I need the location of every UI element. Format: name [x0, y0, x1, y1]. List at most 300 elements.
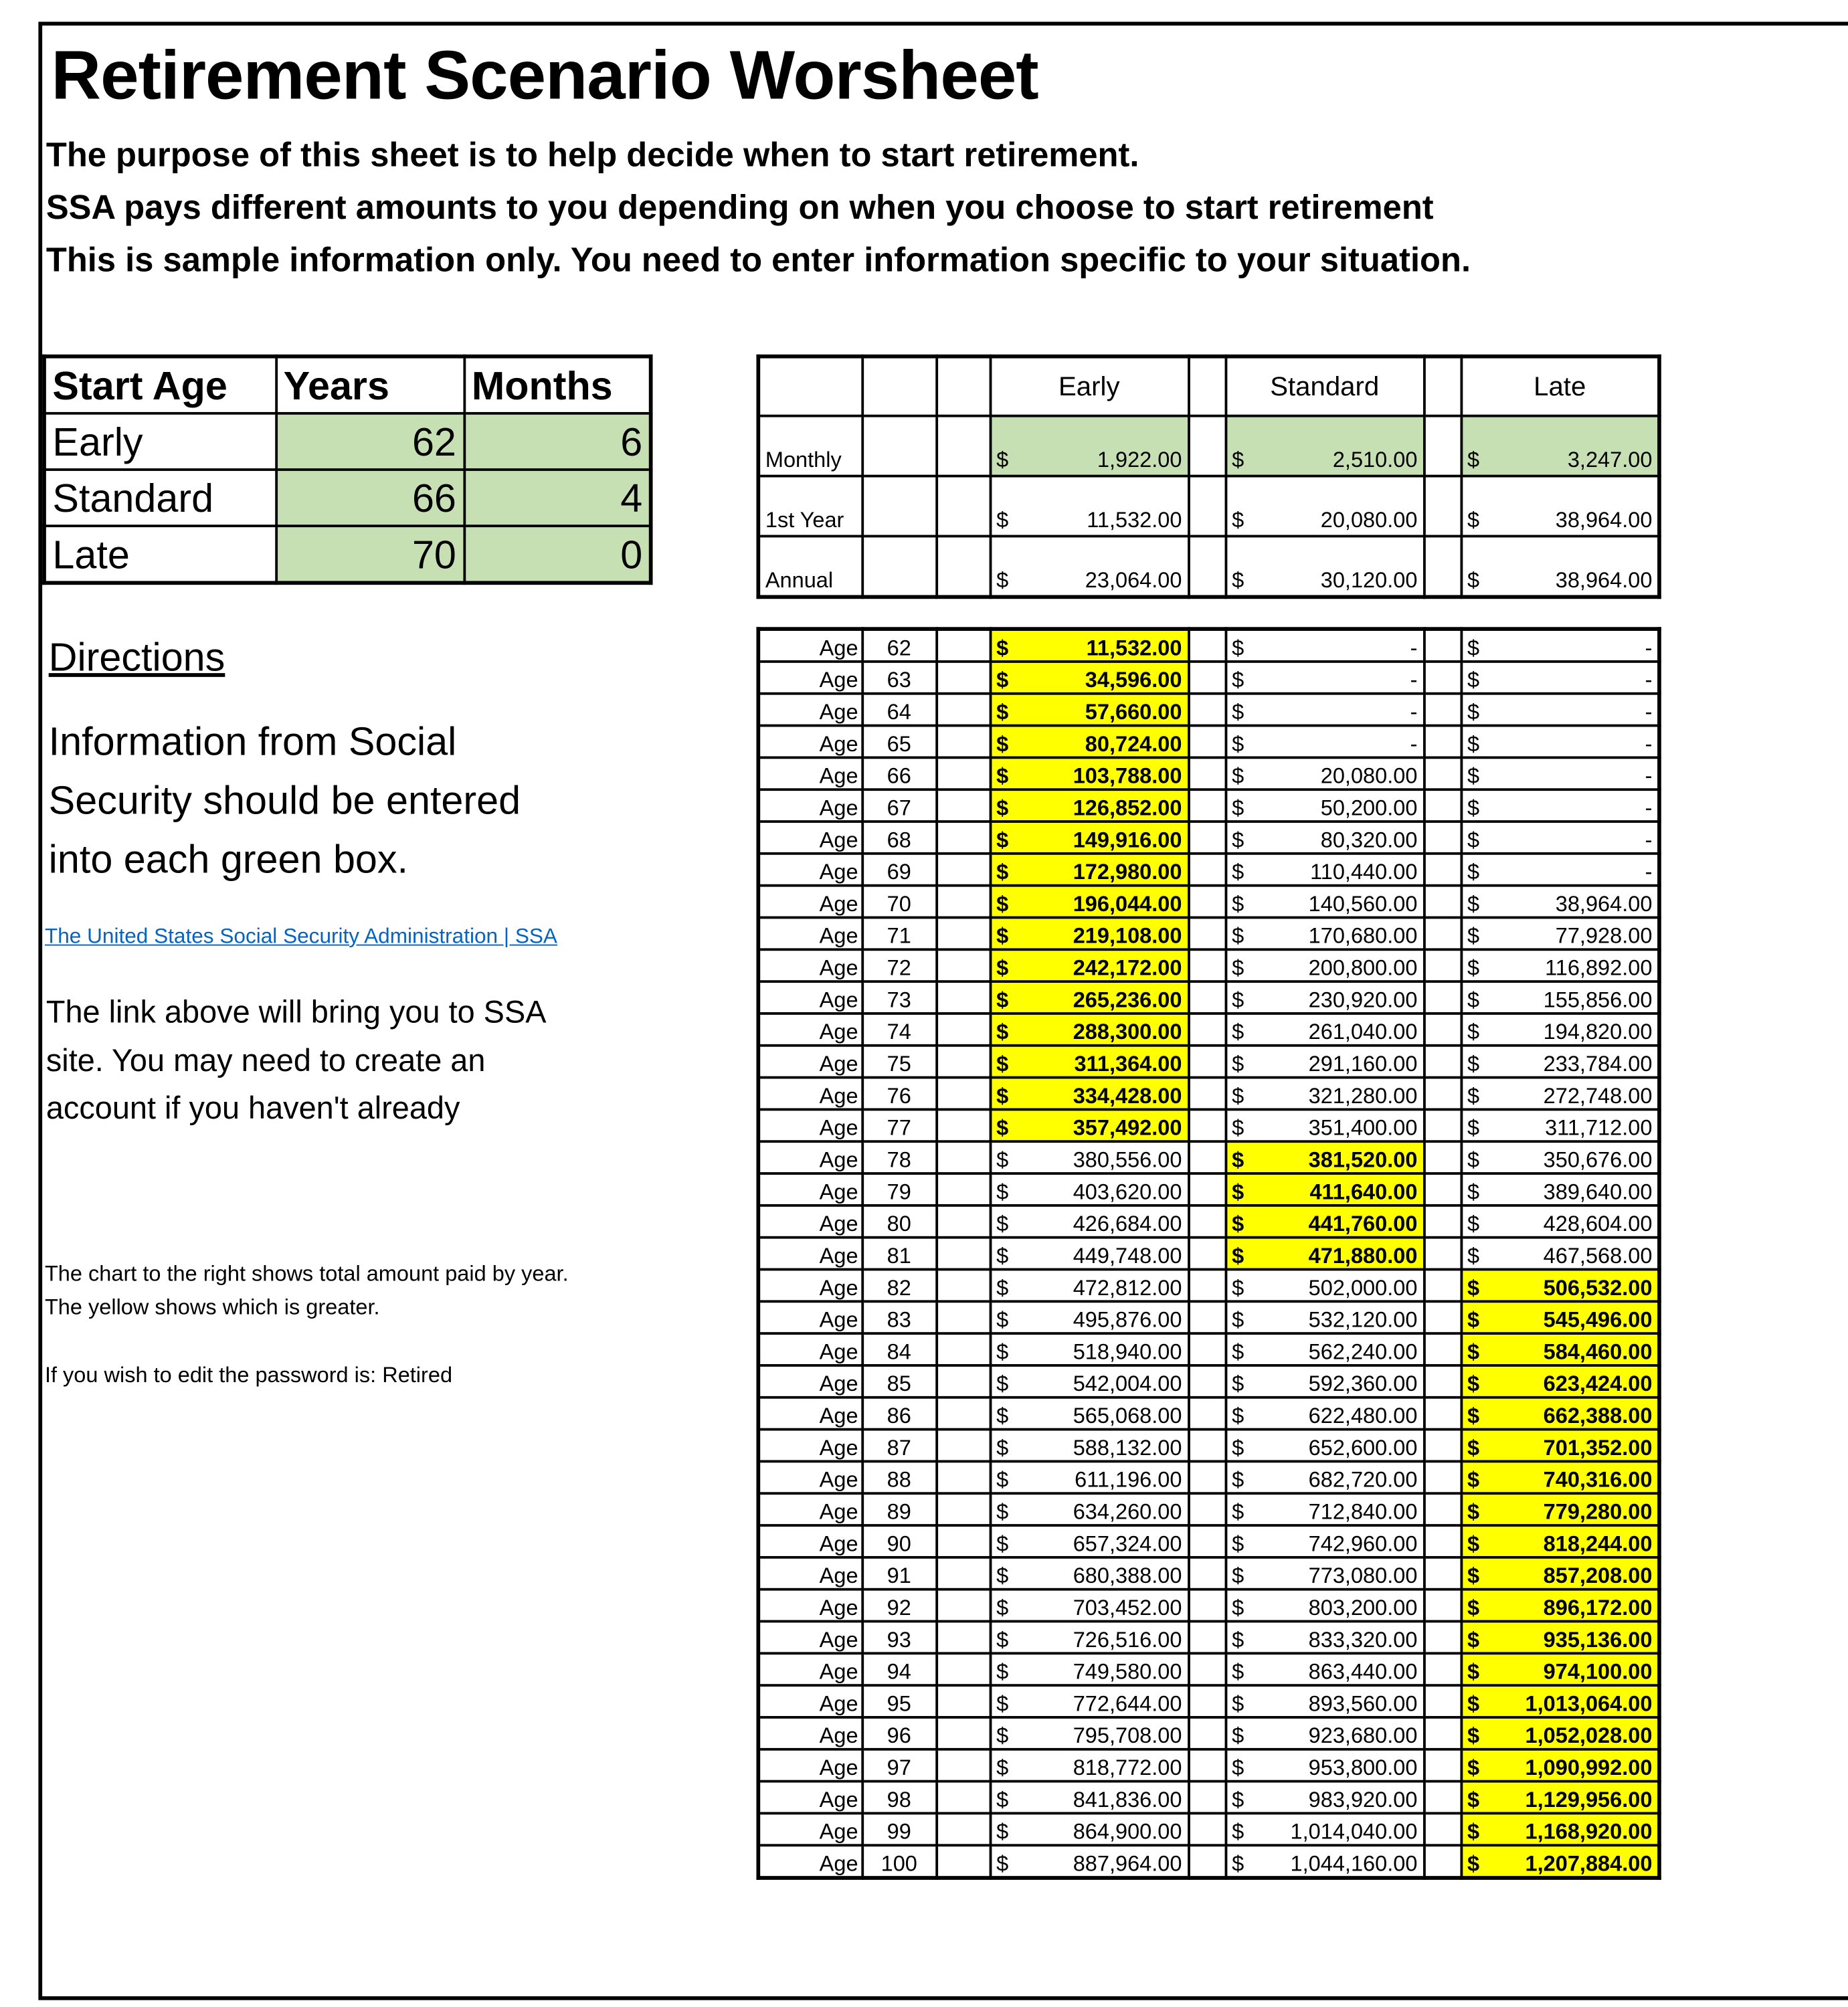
- age-value: 76: [862, 1078, 936, 1110]
- age-label: Age: [758, 1078, 862, 1110]
- money-value: [1467, 1405, 1652, 1427]
- money-value: [1467, 1117, 1652, 1139]
- money-value: [1232, 1757, 1417, 1779]
- table-row: [758, 917, 1659, 949]
- currency-symbol: $: [996, 828, 1009, 852]
- summary-row: [758, 416, 1659, 476]
- gap-cell: [936, 1206, 990, 1238]
- money-value: [1232, 1405, 1417, 1427]
- ssa-link[interactable]: The United States Social Security Administration | SSA: [44, 925, 557, 949]
- early-total: [990, 726, 1188, 758]
- standard-total: [1226, 822, 1424, 854]
- early-total: [990, 949, 1188, 981]
- age-label: Age: [758, 917, 862, 949]
- gap-cell: [1188, 1717, 1225, 1749]
- amount: 923,680.00: [1308, 1723, 1418, 1748]
- money-value: [1232, 1277, 1417, 1299]
- age-value: 86: [862, 1398, 936, 1430]
- money-value: [1467, 989, 1652, 1012]
- amount: 841,836.00: [1073, 1788, 1182, 1812]
- amount: 116,892.00: [1545, 955, 1653, 981]
- money-value: [1467, 1821, 1652, 1843]
- amount: 864,900.00: [1073, 1820, 1182, 1844]
- money-value: [1232, 1853, 1417, 1875]
- money-value: [1467, 1437, 1652, 1459]
- monthly-early-input[interactable]: [990, 416, 1188, 476]
- gap-cell: [936, 416, 990, 476]
- amount: 272,748.00: [1543, 1084, 1653, 1109]
- months-input[interactable]: 6: [464, 413, 650, 470]
- early-total: [990, 822, 1188, 854]
- amount: 126,852.00: [1073, 795, 1182, 821]
- currency-symbol: $: [1232, 1467, 1244, 1493]
- age-value: 69: [862, 854, 936, 886]
- age-label: Age: [758, 1493, 862, 1525]
- gap-cell: [1188, 1141, 1225, 1173]
- currency-symbol: $: [1467, 1404, 1480, 1428]
- amount: 1,207,884.00: [1525, 1851, 1653, 1877]
- money-value: [996, 1149, 1182, 1171]
- gap-cell: [1188, 1365, 1225, 1398]
- gap-cell: [936, 917, 990, 949]
- currency-symbol: $: [996, 1244, 1009, 1268]
- age-value: 93: [862, 1622, 936, 1654]
- currency-symbol: $: [1467, 795, 1480, 821]
- late-total: [1461, 917, 1659, 949]
- money-value: [1232, 1245, 1417, 1267]
- gap-cell: [1188, 854, 1225, 886]
- table-row: [758, 1782, 1659, 1814]
- gap-cell: [1188, 1206, 1225, 1238]
- gap-cell: [1424, 1845, 1461, 1878]
- amount: 495,876.00: [1073, 1307, 1182, 1333]
- gap-cell: [936, 1014, 990, 1046]
- currency-symbol: $: [1232, 1371, 1244, 1396]
- gap-cell: [1424, 757, 1461, 789]
- amount: 795,708.00: [1073, 1723, 1182, 1748]
- months-input[interactable]: 4: [464, 470, 650, 526]
- standard-total: [1226, 1301, 1424, 1333]
- gap-cell: [936, 1717, 990, 1749]
- currency-symbol: $: [1232, 924, 1244, 949]
- early-total: [990, 757, 1188, 789]
- summary-row-label: 1st Year: [758, 476, 862, 537]
- intro-line: This is sample information only. You need to enter information specific to your situation.: [45, 240, 1471, 279]
- standard-total: [1226, 1430, 1424, 1462]
- currency-symbol: $: [996, 1723, 1009, 1748]
- age-value: 65: [862, 726, 936, 758]
- money-value: [1467, 765, 1652, 787]
- standard-total: [1226, 1782, 1424, 1814]
- late-total: [1461, 726, 1659, 758]
- money-value: [1467, 1725, 1652, 1747]
- table-row: [758, 629, 1659, 662]
- money-value: [1232, 957, 1417, 979]
- late-total: [1461, 1238, 1659, 1270]
- summary-early-value: [990, 536, 1188, 597]
- currency-symbol: $: [996, 795, 1009, 821]
- gap-cell: [1424, 1398, 1461, 1430]
- gap-cell: [1188, 789, 1225, 822]
- table-row: [758, 757, 1659, 789]
- amount: 545,496.00: [1543, 1307, 1653, 1333]
- amount: 140,560.00: [1308, 892, 1418, 917]
- late-total: [1461, 662, 1659, 694]
- amount: 38,964.00: [1555, 568, 1653, 593]
- currency-symbol: $: [1467, 1276, 1480, 1301]
- age-value: 62: [862, 629, 936, 662]
- amount: 194,820.00: [1543, 1020, 1653, 1044]
- money-value: [996, 925, 1182, 947]
- age-label: Age: [758, 1301, 862, 1333]
- age-label: Age: [758, 1782, 862, 1814]
- currency-symbol: $: [996, 1596, 1009, 1620]
- standard-total: [1226, 1365, 1424, 1398]
- gap-cell: [936, 1365, 990, 1398]
- age-label: Age: [758, 1398, 862, 1430]
- row-label: Standard: [44, 470, 276, 526]
- months-input[interactable]: 0: [464, 526, 650, 583]
- years-input[interactable]: 62: [276, 413, 464, 470]
- late-total: [1461, 1301, 1659, 1333]
- currency-symbol: $: [1467, 1691, 1480, 1717]
- gap-cell: [936, 662, 990, 694]
- table-row: [758, 1557, 1659, 1590]
- amount: 565,068.00: [1073, 1404, 1182, 1428]
- currency-symbol: $: [996, 1436, 1009, 1460]
- amount: 449,748.00: [1073, 1244, 1182, 1268]
- early-total: [990, 1590, 1188, 1622]
- age-label: Age: [758, 726, 862, 758]
- intro-line: SSA pays different amounts to you depending on when you choose to start retirement: [45, 188, 1434, 227]
- standard-total: [1226, 1845, 1424, 1878]
- table-row: [758, 1014, 1659, 1046]
- amount: 20,080.00: [1320, 763, 1418, 789]
- amount: 818,772.00: [1073, 1755, 1182, 1780]
- gap-cell: [936, 1078, 990, 1110]
- amount: -: [1645, 828, 1653, 852]
- currency-symbol: $: [1232, 1755, 1244, 1780]
- currency-symbol: $: [1232, 636, 1244, 661]
- gap-cell: [936, 1173, 990, 1206]
- gap-cell: [936, 1845, 990, 1878]
- amount: -: [1645, 795, 1653, 821]
- early-total: [990, 789, 1188, 822]
- currency-symbol: $: [1467, 1851, 1480, 1877]
- amount: 242,172.00: [1073, 955, 1182, 981]
- amount: 291,160.00: [1308, 1052, 1418, 1076]
- directions-text: Information from Social: [48, 719, 457, 764]
- amount: 592,360.00: [1308, 1371, 1418, 1396]
- early-total: [990, 1525, 1188, 1557]
- currency-symbol: $: [1467, 1628, 1480, 1652]
- money-value: [996, 765, 1182, 787]
- late-total: [1461, 1333, 1659, 1365]
- directions-heading: Directions: [48, 634, 225, 680]
- gap-cell: [1424, 476, 1461, 537]
- amount: 896,172.00: [1543, 1596, 1653, 1620]
- table-row: [758, 1206, 1659, 1238]
- gap-cell: [1424, 1749, 1461, 1782]
- currency-symbol: $: [1467, 668, 1480, 692]
- amount: 682,720.00: [1308, 1467, 1418, 1493]
- currency-symbol: $: [996, 1788, 1009, 1812]
- money-value: [1467, 1597, 1652, 1619]
- money-value: [1467, 449, 1652, 471]
- standard-total: [1226, 981, 1424, 1014]
- age-value: 79: [862, 1173, 936, 1206]
- monthly-standard-input[interactable]: [1226, 416, 1424, 476]
- currency-symbol: $: [996, 636, 1009, 661]
- currency-symbol: $: [1467, 732, 1480, 757]
- amount: 403,620.00: [1073, 1179, 1182, 1204]
- age-value: 97: [862, 1749, 936, 1782]
- money-value: [1232, 1789, 1417, 1811]
- standard-total: [1226, 1749, 1424, 1782]
- money-value: [996, 1053, 1182, 1075]
- currency-symbol: $: [1232, 1307, 1244, 1333]
- standard-total: [1226, 1557, 1424, 1590]
- currency-symbol: $: [1467, 1179, 1480, 1204]
- money-value: [1232, 669, 1417, 691]
- currency-symbol: $: [996, 1531, 1009, 1556]
- amount: 381,520.00: [1308, 1147, 1418, 1173]
- currency-symbol: $: [1467, 508, 1480, 533]
- gap-cell: [1188, 662, 1225, 694]
- money-value: [996, 569, 1182, 591]
- late-total: [1461, 1493, 1659, 1525]
- currency-symbol: $: [1232, 1244, 1244, 1268]
- amount: 230,920.00: [1308, 987, 1418, 1013]
- age-label: Age: [758, 1622, 862, 1654]
- amount: 357,492.00: [1073, 1115, 1182, 1141]
- standard-total: [1226, 1046, 1424, 1078]
- amount: 350,676.00: [1543, 1147, 1653, 1173]
- early-total: [990, 1301, 1188, 1333]
- gap-cell: [936, 949, 990, 981]
- gap-cell: [1188, 949, 1225, 981]
- amount: 680,388.00: [1073, 1563, 1182, 1588]
- amount: 773,080.00: [1308, 1563, 1418, 1588]
- money-value: [996, 1661, 1182, 1683]
- amount: 703,452.00: [1073, 1596, 1182, 1620]
- currency-symbol: $: [996, 860, 1009, 884]
- early-total: [990, 1173, 1188, 1206]
- currency-symbol: $: [996, 1628, 1009, 1652]
- table-row: [758, 1141, 1659, 1173]
- table-row: [758, 854, 1659, 886]
- age-label: Age: [758, 1557, 862, 1590]
- gap-cell: [936, 1269, 990, 1301]
- standard-total: [1226, 1813, 1424, 1845]
- money-value: [996, 701, 1182, 723]
- age-label: Age: [758, 1813, 862, 1845]
- amount: -: [1645, 860, 1653, 884]
- gap-cell: [1424, 1046, 1461, 1078]
- amount: 542,004.00: [1073, 1371, 1182, 1396]
- age-value: 72: [862, 949, 936, 981]
- currency-symbol: $: [1232, 1788, 1244, 1812]
- table-row: [758, 1525, 1659, 1557]
- directions-text: Security should be entered: [48, 777, 521, 823]
- money-value: [996, 989, 1182, 1012]
- chart-note: The yellow shows which is greater.: [44, 1295, 380, 1320]
- age-value: 83: [862, 1301, 936, 1333]
- early-total: [990, 1557, 1188, 1590]
- currency-symbol: $: [1467, 1020, 1480, 1044]
- age-label: Age: [758, 1717, 862, 1749]
- age-label: Age: [758, 757, 862, 789]
- gap-cell: [1424, 1206, 1461, 1238]
- currency-symbol: $: [1467, 568, 1480, 593]
- currency-symbol: $: [1467, 763, 1480, 789]
- age-label: Age: [758, 1590, 862, 1622]
- early-total: [990, 1622, 1188, 1654]
- chart-note: The chart to the right shows total amount paid by year.: [44, 1262, 569, 1286]
- gap-cell: [1188, 1046, 1225, 1078]
- gap-cell: [1188, 476, 1225, 537]
- column-header-early: Early: [990, 357, 1188, 416]
- table-row: [758, 1365, 1659, 1398]
- money-value: [996, 1693, 1182, 1715]
- amount: 502,000.00: [1308, 1276, 1418, 1301]
- currency-symbol: $: [996, 1052, 1009, 1076]
- summary-row: [758, 536, 1659, 597]
- age-label: Age: [758, 1014, 862, 1046]
- money-value: [1232, 1373, 1417, 1395]
- currency-symbol: $: [996, 1020, 1009, 1044]
- money-value: [1467, 1149, 1652, 1171]
- currency-symbol: $: [996, 892, 1009, 917]
- age-label: Age: [758, 1141, 862, 1173]
- amount: 50,200.00: [1320, 795, 1418, 821]
- age-label: Age: [758, 886, 862, 918]
- money-value: [996, 1821, 1182, 1843]
- late-total: [1461, 1749, 1659, 1782]
- gap-cell: [936, 1622, 990, 1654]
- gap-cell: [1424, 1109, 1461, 1141]
- late-total: [1461, 1046, 1659, 1078]
- late-total: [1461, 949, 1659, 981]
- age-label: Age: [758, 789, 862, 822]
- gap-cell: [1188, 357, 1225, 416]
- gap-cell: [936, 981, 990, 1014]
- money-value: [1232, 509, 1417, 531]
- amount: 588,132.00: [1073, 1436, 1182, 1460]
- gap-cell: [1188, 1622, 1225, 1654]
- early-total: [990, 1461, 1188, 1493]
- age-label: Age: [758, 1845, 862, 1878]
- money-value: [1232, 861, 1417, 883]
- gap-cell: [936, 854, 990, 886]
- amount: 1,014,040.00: [1290, 1820, 1418, 1844]
- amount: 779,280.00: [1543, 1499, 1653, 1525]
- gap-cell: [1188, 1845, 1225, 1878]
- late-total: [1461, 1206, 1659, 1238]
- gap-cell: [1424, 1430, 1461, 1462]
- gap-cell: [1188, 757, 1225, 789]
- amount: 532,120.00: [1308, 1307, 1418, 1333]
- age-label: Age: [758, 1461, 862, 1493]
- currency-symbol: $: [996, 508, 1009, 533]
- late-total: [1461, 1461, 1659, 1493]
- amount: 701,352.00: [1543, 1436, 1653, 1460]
- gap-cell: [1424, 822, 1461, 854]
- standard-total: [1226, 1109, 1424, 1141]
- late-total: [1461, 1141, 1659, 1173]
- money-value: [1467, 509, 1652, 531]
- amount: -: [1410, 668, 1418, 692]
- gap-cell: [1188, 1173, 1225, 1206]
- early-total: [990, 1014, 1188, 1046]
- gap-cell: [1188, 1590, 1225, 1622]
- amount: 712,840.00: [1308, 1499, 1418, 1525]
- currency-symbol: $: [996, 763, 1009, 789]
- money-value: [1232, 989, 1417, 1012]
- money-value: [1232, 733, 1417, 755]
- gap-cell: [1188, 416, 1225, 476]
- age-value: 80: [862, 1206, 936, 1238]
- age-value: 95: [862, 1685, 936, 1717]
- gap-cell: [1424, 1014, 1461, 1046]
- age-value: 88: [862, 1461, 936, 1493]
- currency-symbol: $: [1467, 1436, 1480, 1460]
- late-total: [1461, 1685, 1659, 1717]
- money-value: [1232, 449, 1417, 471]
- amount: 1,013,064.00: [1525, 1691, 1653, 1717]
- currency-symbol: $: [996, 732, 1009, 757]
- currency-symbol: $: [1232, 732, 1244, 757]
- money-value: [1467, 701, 1652, 723]
- years-input[interactable]: 66: [276, 470, 464, 526]
- summary-row-label: Annual: [758, 536, 862, 597]
- amount: 726,516.00: [1073, 1628, 1182, 1652]
- amount: 311,712.00: [1545, 1115, 1653, 1141]
- late-total: [1461, 1078, 1659, 1110]
- table-row: [758, 1622, 1659, 1654]
- currency-symbol: $: [1232, 1212, 1244, 1236]
- early-total: [990, 1685, 1188, 1717]
- summary-table: [756, 355, 1661, 599]
- amount: 742,960.00: [1308, 1531, 1418, 1556]
- years-input[interactable]: 70: [276, 526, 464, 583]
- currency-symbol: $: [1232, 860, 1244, 884]
- amount: 983,920.00: [1308, 1788, 1418, 1812]
- gap-cell: [1188, 1078, 1225, 1110]
- amount: 740,316.00: [1543, 1467, 1653, 1493]
- amount: 219,108.00: [1073, 924, 1182, 949]
- money-value: [1232, 925, 1417, 947]
- money-value: [996, 1757, 1182, 1779]
- currency-symbol: $: [996, 1212, 1009, 1236]
- monthly-late-input[interactable]: [1461, 416, 1659, 476]
- currency-symbol: $: [1467, 448, 1480, 472]
- age-value: 67: [862, 789, 936, 822]
- amount: 196,044.00: [1073, 892, 1182, 917]
- amount: 652,600.00: [1308, 1436, 1418, 1460]
- amount: 3,247.00: [1567, 448, 1653, 472]
- link-note: The link above will bring you to SSA: [45, 995, 547, 1030]
- currency-symbol: $: [996, 1147, 1009, 1173]
- currency-symbol: $: [1232, 795, 1244, 821]
- late-total: [1461, 1430, 1659, 1462]
- gap-cell: [1188, 1813, 1225, 1845]
- currency-symbol: $: [1232, 1851, 1244, 1877]
- gap-cell: [936, 1590, 990, 1622]
- amount: 863,440.00: [1308, 1659, 1418, 1685]
- gap-cell: [936, 1238, 990, 1270]
- money-value: [996, 797, 1182, 820]
